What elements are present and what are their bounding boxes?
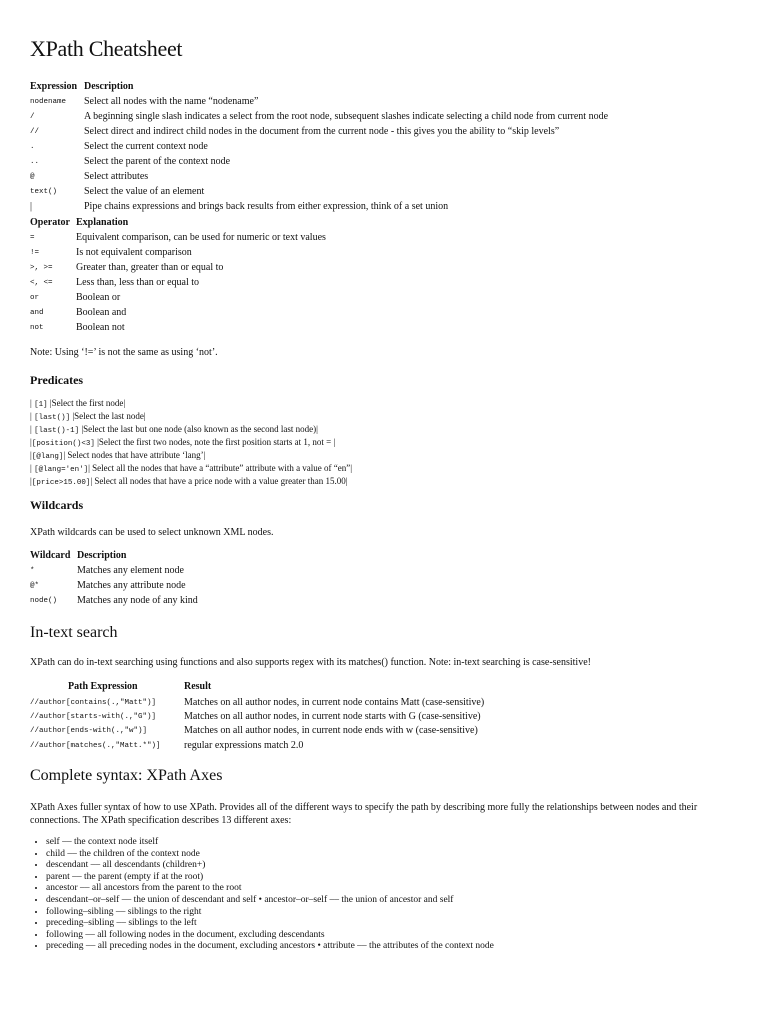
list-item: • parent –– the parent (empty if at the root)	[46, 872, 494, 884]
expression-code: ..	[30, 158, 40, 166]
list-item: • descendant–or–self –– the union of descendant and self • ancestor–or–self –– the union of ancestor and self	[46, 895, 494, 907]
list-item: | [last()-1] |Select the last but one node (also known as the second last node)|	[30, 424, 318, 435]
header-operator: Operator	[30, 217, 70, 228]
operator-note: Note: Using ‘!=’ is not the same as using ‘not’.	[30, 347, 218, 358]
list-item: • following –– all following nodes in the document, excluding descendants	[46, 930, 494, 942]
intext-intro: XPath can do in-text searching using functions and also supports regex with its matches() function. Note: in-text searching is case-sensitive!	[30, 657, 591, 668]
operator-explanation: Less than, less than or equal to	[76, 277, 200, 288]
wildcard-description: Matches any node of any kind	[77, 595, 198, 606]
operator-explanation: Boolean and	[76, 307, 127, 318]
axes-list	[30, 837, 494, 953]
header-description: Description	[77, 550, 127, 561]
list-item: • descendant –– all descendants (children+)	[46, 860, 494, 872]
page-title: XPath Cheatsheet	[30, 36, 183, 61]
operator-explanation: Equivalent comparison, can be used for numeric or text values	[76, 232, 326, 243]
wildcards-heading: Wildcards	[30, 498, 84, 512]
predicate-description: Select the first node	[51, 398, 124, 408]
operator-explanation: Is not equivalent comparison	[76, 247, 192, 258]
predicate-code: [@lang]	[31, 453, 64, 461]
operator-explanation: Boolean not	[76, 322, 125, 333]
path-result: Matches on all author nodes, in current node contains Matt (case-sensitive)	[184, 697, 485, 708]
list-item: | [last()] |Select the last node|	[30, 411, 146, 422]
list-item: | [1] |Select the first node|	[30, 398, 126, 409]
operator-explanation: Boolean or	[76, 292, 121, 303]
path-expression: //author[ends-with(.,"w")]	[30, 727, 148, 735]
operator-code: !=	[30, 249, 40, 257]
list-item: • following–sibling –– siblings to the right	[46, 907, 494, 919]
expression-description: Select all nodes with the name “nodename”	[84, 96, 259, 107]
header-explanation: Explanation	[76, 217, 129, 228]
predicate-description: Select the last node	[74, 411, 144, 421]
operator-code: not	[30, 324, 44, 332]
expression-code: /	[30, 113, 35, 121]
expression-description: Select direct and indirect child nodes in the document from the current node - this gives you the ability to “skip levels”	[84, 126, 560, 137]
predicate-code: [1]	[34, 401, 48, 409]
predicates-heading: Predicates	[30, 373, 84, 387]
expression-code: text()	[30, 188, 58, 196]
list-item: • ancestor –– all ancestors from the parent to the root	[46, 883, 494, 895]
header-path-expression: Path Expression	[68, 681, 138, 692]
operator-code: =	[30, 234, 35, 242]
expression-description: A beginning single slash indicates a select from the root node, subsequent slashes indicate selecting a child node from current node	[84, 111, 609, 122]
axes-heading: Complete syntax: XPath Axes	[30, 767, 223, 784]
wildcard-code: *	[30, 567, 35, 575]
wildcard-code: node()	[30, 597, 58, 605]
path-expression: //author[contains(.,"Matt")]	[30, 699, 157, 707]
wildcards-intro: XPath wildcards can be used to select unknown XML nodes.	[30, 527, 274, 538]
path-result: Matches on all author nodes, in current node ends with w (case-sensitive)	[184, 725, 478, 736]
header-description: Description	[84, 81, 134, 92]
predicate-code: [last()-1]	[34, 427, 80, 435]
expression-description: Select the current context node	[84, 141, 208, 152]
expression-code: @	[30, 173, 35, 181]
predicate-code: [position()<3]	[31, 440, 95, 448]
header-result: Result	[184, 681, 212, 692]
predicate-code: [@lang='en']	[34, 466, 89, 474]
path-result: regular expressions match 2.0	[184, 740, 304, 751]
expression-code: nodename	[30, 98, 67, 106]
list-item: | [@lang='en']| Select all the nodes that have a “attribute” attribute with a value of “en”|	[30, 463, 353, 474]
path-expression: //author[matches(.,"Matt.*")]	[30, 742, 161, 750]
operator-code: <, <=	[30, 279, 53, 287]
operator-code: and	[30, 309, 44, 317]
predicate-code: [last()]	[34, 414, 71, 422]
expression-description: Select the parent of the context node	[84, 156, 231, 167]
list-item: |[price>15.00]| Select all nodes that have a price node with a value greater than 15.00|	[30, 476, 348, 487]
list-item: • preceding –– all preceding nodes in the document, excluding ancestors • attribute –– the attributes of the context node	[46, 941, 494, 953]
list-item: • preceding–sibling –– siblings to the left	[46, 918, 494, 930]
expression-description: Pipe chains expressions and brings back results from either expression, think of a set union	[84, 201, 449, 212]
expression-code: |	[30, 201, 33, 212]
intext-heading: In-text search	[30, 624, 118, 641]
expression-description: Select attributes	[84, 171, 149, 182]
path-expression: //author[starts-with(.,"G")]	[30, 713, 157, 721]
list-item: • child –– the children of the context node	[46, 849, 494, 861]
expression-description: Select the value of an element	[84, 186, 205, 197]
operator-code: or	[30, 294, 40, 302]
predicate-description: Select all the nodes that have a “attribute” attribute with a value of “en”	[89, 463, 351, 473]
list-item: |[@lang]| Select nodes that have attribute ‘lang’|	[30, 450, 206, 461]
operator-explanation: Greater than, greater than or equal to	[76, 262, 224, 273]
wildcard-description: Matches any attribute node	[77, 580, 186, 591]
axes-intro: XPath Axes fuller syntax of how to use XPath. Provides all of the different ways to specify the path by describing more fully the relationships between nodes and their connections. The XPath specification describes 13 different axes:	[30, 802, 698, 826]
operator-code: >, >=	[30, 264, 53, 272]
predicate-code: [price>15.00]	[31, 479, 91, 487]
predicate-description: Select nodes that have attribute ‘lang’	[65, 450, 204, 460]
wildcard-description: Matches any element node	[77, 565, 184, 576]
header-expression: Expression	[30, 81, 78, 92]
expression-code: .	[30, 143, 35, 151]
list-item: • self –– the context node itself	[46, 837, 494, 849]
predicate-description: Select the last but one node (also known as the second last node)	[83, 424, 317, 434]
expression-code: //	[30, 128, 40, 136]
predicate-description: Select all nodes that have a price node with a value greater than 15.00	[92, 476, 346, 486]
path-result: Matches on all author nodes, in current node starts with G (case-sensitive)	[184, 711, 481, 722]
predicate-description: Select the first two nodes, note the first position starts at 1, not =	[98, 437, 334, 447]
list-item: |[position()<3] |Select the first two nodes, note the first position starts at 1, not = |	[30, 437, 336, 448]
wildcard-code: @*	[30, 582, 40, 590]
header-wildcard: Wildcard	[30, 550, 71, 561]
